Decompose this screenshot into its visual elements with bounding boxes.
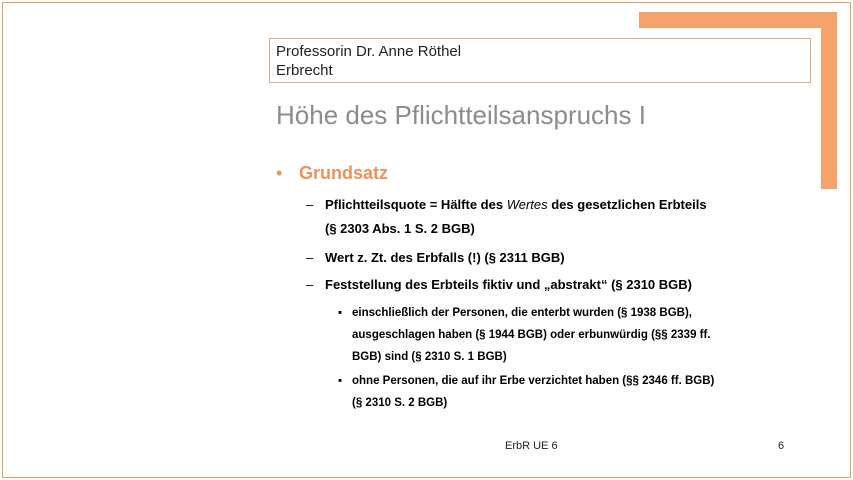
- decorative-bar-top: [639, 12, 837, 28]
- italic-segment: Wertes: [506, 197, 548, 212]
- sub-sub-item-line: BGB) sind (§ 2310 S. 1 BGB): [352, 351, 507, 363]
- bullet-heading: [276, 163, 388, 184]
- sub-sub-item-line: (§ 2310 S. 2 BGB): [352, 397, 448, 409]
- decorative-bar-side: [821, 12, 837, 189]
- footer-label: ErbR UE 6: [505, 440, 558, 452]
- dash-icon: –: [306, 277, 314, 292]
- sub-sub-item-line: ausgeschlagen haben (§ 1944 BGB) oder erbunwürdig (§§ 2339 ff.: [352, 329, 711, 341]
- header-box: [269, 38, 811, 83]
- square-bullet-icon: ▪: [338, 307, 343, 319]
- sub-item: [306, 193, 707, 241]
- sub-sub-item: [338, 302, 711, 368]
- sub-item-line: [325, 193, 707, 217]
- sub-item-line: Feststellung des Erbteils fiktiv und „abstrakt“ (§ 2310 BGB): [325, 277, 692, 292]
- bullet-heading-text: Grundsatz: [299, 163, 389, 183]
- sub-sub-item: [338, 370, 714, 414]
- sub-item-line: Wert z. Zt. des Erbfalls (!) (§ 2311 BGB): [325, 250, 565, 265]
- page-number: 6: [778, 440, 785, 452]
- subject-line: Erbrecht: [276, 62, 333, 79]
- sub-sub-item-line: ohne Personen, die auf ihr Erbe verzichtet haben (§§ 2346 ff. BGB): [352, 375, 715, 387]
- bullet-icon: •: [276, 163, 283, 183]
- text-segment: Pflichtteilsquote = Hälfte des: [325, 197, 507, 212]
- dash-icon: –: [306, 197, 314, 212]
- sub-item: [306, 273, 692, 297]
- sub-item-line: (§ 2303 Abs. 1 S. 2 BGB): [325, 221, 475, 236]
- author-line: Professorin Dr. Anne Röthel: [276, 43, 462, 60]
- text-segment: des gesetzlichen Erbteils: [547, 197, 707, 212]
- dash-icon: –: [306, 250, 314, 265]
- slide-title: Höhe des Pflichtteilsanspruchs I: [276, 100, 646, 130]
- square-bullet-icon: ▪: [338, 375, 343, 387]
- sub-item: [306, 246, 565, 270]
- sub-sub-item-line: einschließlich der Personen, die enterbt wurden (§ 1938 BGB),: [352, 307, 692, 319]
